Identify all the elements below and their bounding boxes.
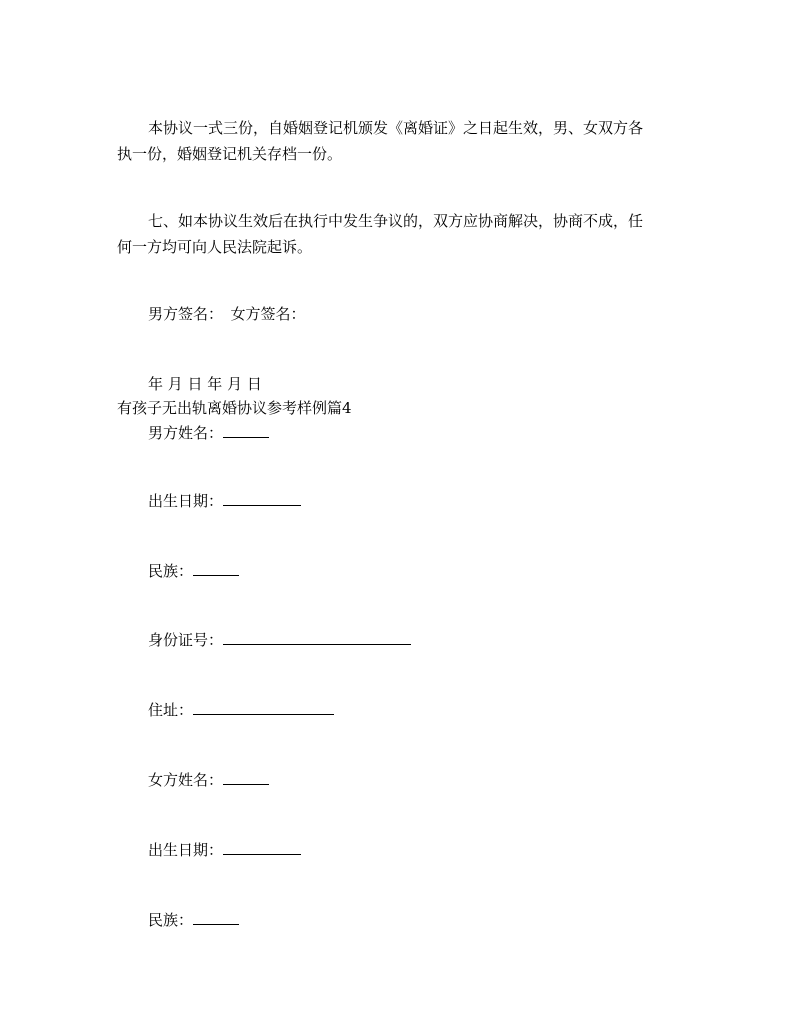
paragraph-line: 执一份，婚姻登记机关存档一份。	[117, 145, 343, 163]
fill-in-blank	[223, 423, 269, 438]
field-label: 民族：	[148, 911, 194, 929]
fill-in-blank	[223, 491, 301, 506]
fill-in-blank	[193, 561, 239, 576]
field-label: 住址：	[148, 701, 194, 719]
field-label: 出生日期：	[148, 492, 224, 510]
fill-in-blank	[193, 910, 239, 925]
fill-in-blank	[223, 840, 301, 855]
form-field	[148, 491, 301, 511]
field-label: 民族：	[148, 562, 194, 580]
section-heading: 有孩子无出轨离婚协议参考样例篇4	[117, 399, 352, 417]
field-label: 出生日期：	[148, 841, 224, 859]
form-field	[148, 561, 239, 581]
field-label: 男方姓名：	[148, 424, 224, 442]
paragraph-line: 何一方均可向人民法院起诉。	[117, 238, 313, 256]
paragraph-line: 七、如本协议生效后在执行中发生争议的，双方应协商解决，协商不成，任	[148, 212, 644, 230]
fill-in-blank	[223, 770, 269, 785]
form-field	[148, 840, 301, 860]
field-label: 女方姓名：	[148, 771, 224, 789]
form-field	[148, 700, 334, 720]
paragraph-line: 本协议一式三份，自婚姻登记机颁发《离婚证》之日起生效，男、女双方各	[148, 119, 644, 137]
fill-in-blank	[223, 630, 411, 645]
form-field	[148, 423, 269, 443]
signature-labels: 男方签名： 女方签名：	[148, 305, 306, 323]
fill-in-blank	[193, 700, 334, 715]
signature-date-line: 年 月 日 年 月 日	[148, 375, 262, 393]
field-label: 身份证号：	[148, 631, 224, 649]
form-field	[148, 630, 411, 650]
form-field	[148, 910, 239, 930]
form-field	[148, 770, 269, 790]
